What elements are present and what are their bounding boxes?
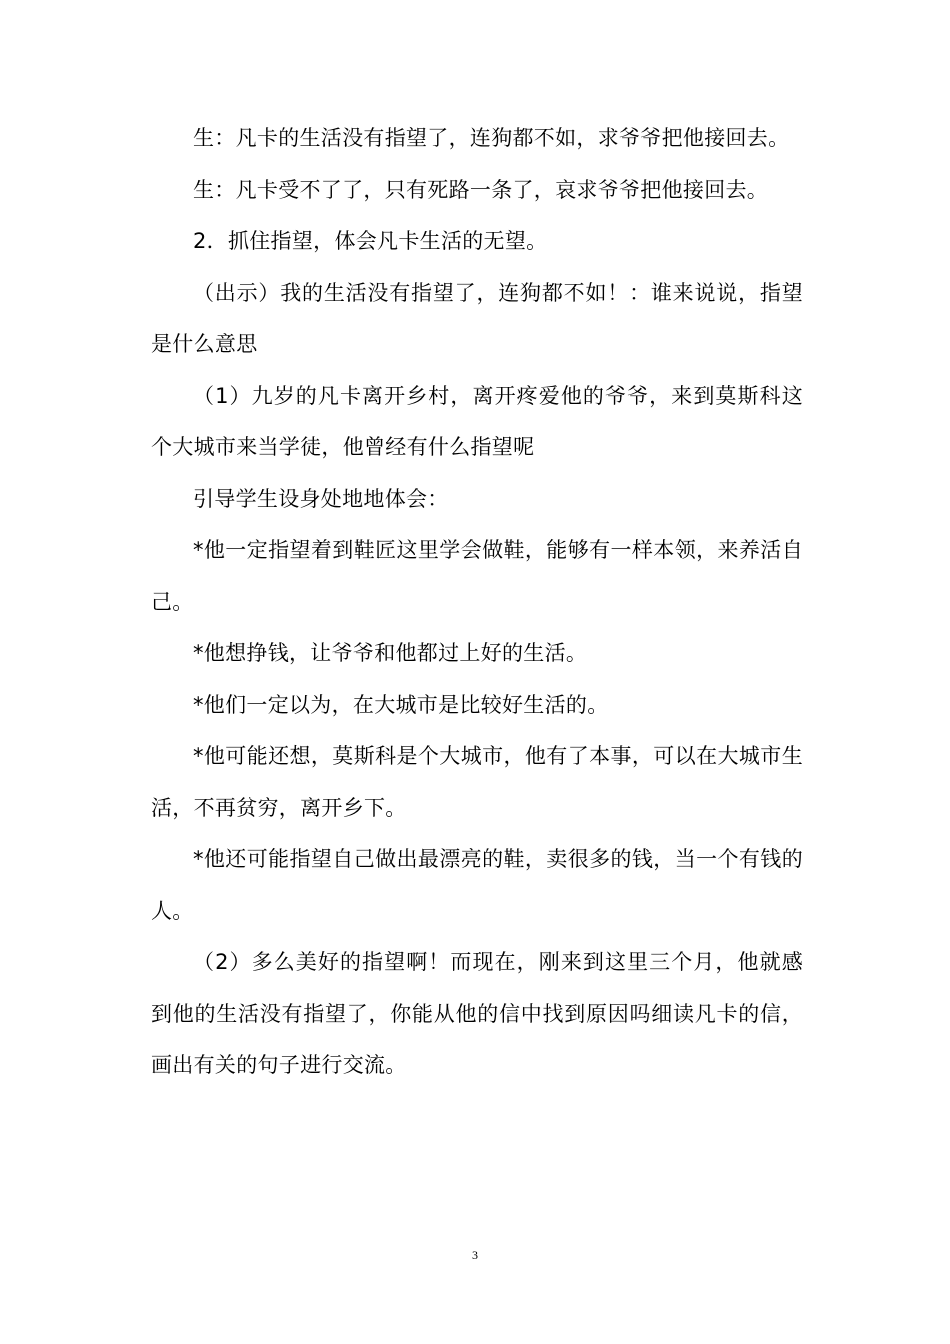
paragraph-student-answer-1: 生：凡卡的生活没有指望了，连狗都不如，求爷爷把他接回去。 xyxy=(193,126,790,150)
page-number: 3 xyxy=(472,1248,478,1262)
paragraph-student-answer-2: 生：凡卡受不了了，只有死路一条了，哀求爷爷把他接回去。 xyxy=(193,177,769,202)
document-body xyxy=(151,113,803,1092)
paragraph-question-1: （1）九岁的凡卡离开乡村，离开疼爱他的爷爷，来到莫斯科这个大城市来当学徒，他曾经有什么指望呢 xyxy=(151,383,803,459)
paragraph-bullet-5: *他还可能指望自己做出最漂亮的鞋，卖很多的钱，当一个有钱的人。 xyxy=(151,847,803,923)
paragraph-bullet-4: *他可能还想，莫斯科是个大城市，他有了本事，可以在大城市生活，不再贫穷，离开乡下。 xyxy=(151,744,803,820)
paragraph-question-2: （2）多么美好的指望啊！而现在，刚来到这里三个月，他就感到他的生活没有指望了，你能从他的信中找到原因吗细读凡卡的信，画出有关的句子进行交流。 xyxy=(151,950,803,1077)
paragraph-bullet-1: *他一定指望着到鞋匠这里学会做鞋，能够有一样本领，来养活自己。 xyxy=(151,538,803,614)
paragraph-guidance: 引导学生设身处地地体会： xyxy=(193,486,449,511)
paragraph-display-quote: （出示）我的生活没有指望了，连狗都不如！：谁来说说，指望是什么意思 xyxy=(151,280,803,356)
paragraph-bullet-2: *他想挣钱，让爷爷和他都过上好的生活。 xyxy=(193,641,588,665)
paragraph-step-2: 2．抓住指望，体会凡卡生活的无望。 xyxy=(193,229,548,253)
paragraph-bullet-3: *他们一定以为，在大城市是比较好生活的。 xyxy=(193,692,609,717)
